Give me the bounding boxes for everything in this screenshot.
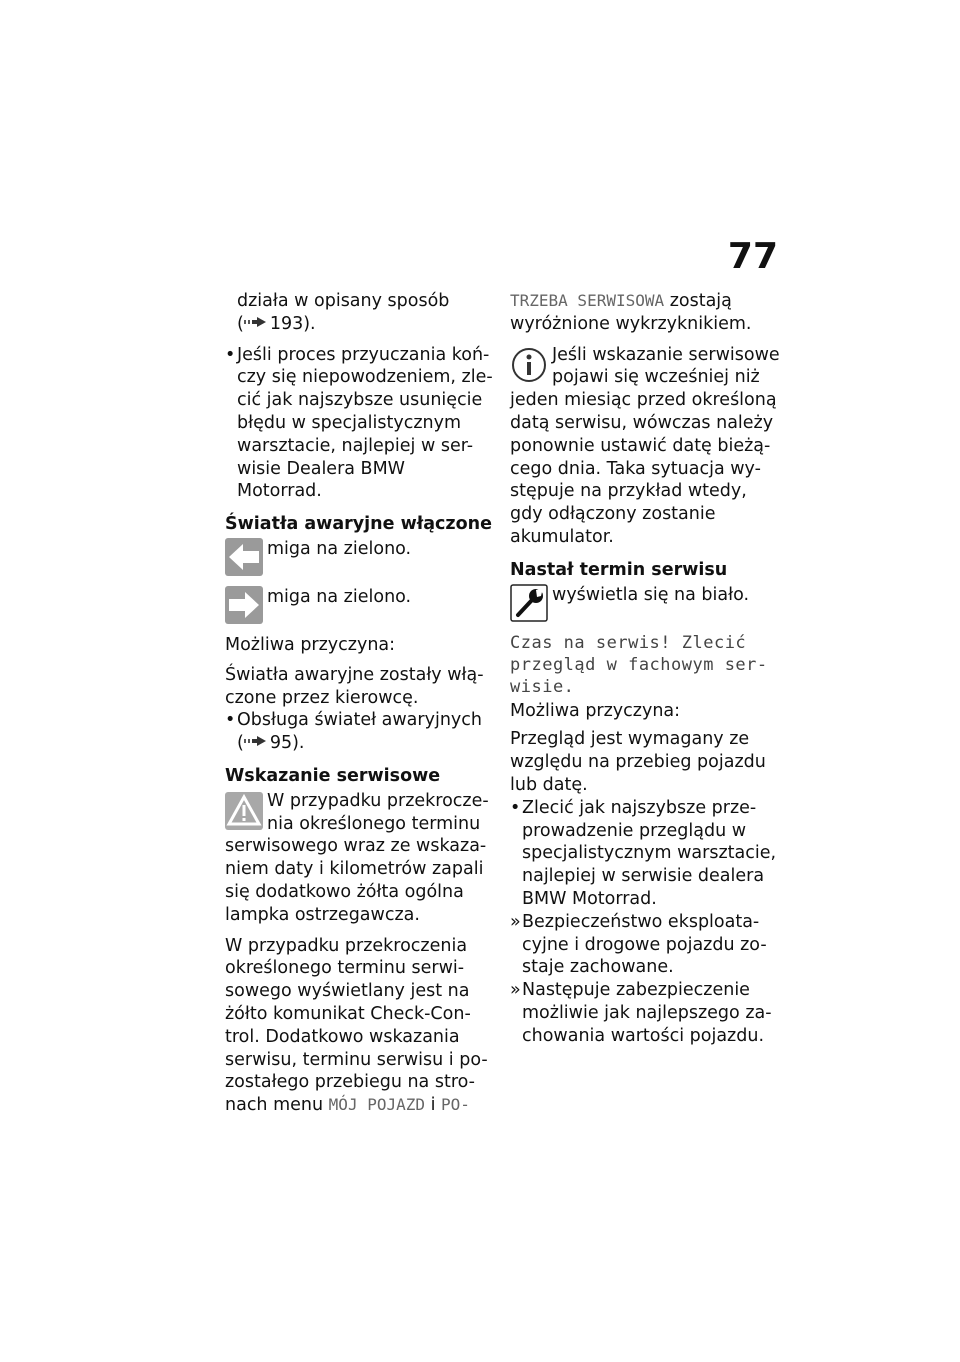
- section-heading-service: Wskazanie serwisowe: [225, 765, 441, 786]
- turn-left-text: miga na zielono.: [267, 538, 412, 559]
- section-heading-hazard-lights: Światła awaryjne włączone: [225, 514, 492, 535]
- left-column: [225, 290, 493, 1124]
- bullet-item: • Zlecić jak najszybsze prze-prowadzenie przeglądu w specjalistycznym warsztacie, najlepiej w serwisie dealera BMW Motorrad.: [510, 797, 782, 911]
- display-message: Czas na serwis! Zlecić przegląd w fachowym ser-wisie.: [510, 632, 768, 697]
- page-reference: ( 193).: [237, 313, 316, 334]
- menu-name: MÓJ POJAZD: [328, 1095, 425, 1115]
- menu-name: PO-: [441, 1095, 470, 1115]
- paragraph: [225, 935, 493, 1117]
- cause-label: Możliwa przyczyna:: [510, 700, 681, 721]
- bullet-item: • Obsługa świateł awaryjnych: [225, 709, 493, 732]
- info-icon: [510, 346, 548, 384]
- page-reference-arrow-icon: [244, 317, 266, 327]
- turn-signal-left-icon: [225, 538, 263, 576]
- turn-signal-right-icon: [225, 586, 263, 624]
- bullet-item: • Jeśli proces przyuczania koń-czy się niepowodzeniem, zle-cić jak najszybsze usunięcie błędu w specjalistycznym warsztacie, najlepiej w ser-wisie Dealera BMW Motorrad.: [225, 344, 493, 504]
- page-reference-number: 193).: [269, 313, 316, 334]
- warning-note: [225, 790, 493, 927]
- general-warning-icon: [225, 792, 263, 830]
- paragraph-text: zostają wyróżnione wykrzyknikiem.: [510, 291, 752, 334]
- section-heading-service-due: Nastał termin serwisu: [510, 559, 728, 580]
- menu-name: TRZEBA SERWISOWA: [510, 291, 665, 310]
- paragraph-text: W przypadku przekroczenia określonego terminu serwi-sowego wyświetlany jest na żółto komunikat Check-Con-trol. Dodatkowo wskazania serwisu, terminu serwisu i po-zostałego przebiegu na stro-nach menu: [225, 935, 488, 1116]
- wrench-text: wyświetla się na biało.: [552, 584, 750, 605]
- cause-label: Możliwa przyczyna:: [225, 634, 396, 655]
- paragraph: działa w opisany sposób: [237, 291, 450, 311]
- turn-left-row: [225, 538, 493, 576]
- conjunction: i: [430, 1095, 436, 1116]
- result-item: » Bezpieczeństwo eksploata-cyjne i drogowe pojazdu zo-staje zachowane.: [510, 911, 782, 979]
- wrench-service-icon: [510, 584, 548, 622]
- result-item: » Następuje zabezpieczenie możliwie jak najlepszego za-chowania wartości pojazdu.: [510, 979, 782, 1047]
- info-note: [510, 344, 782, 549]
- info-text: Jeśli wskazanie serwisowe pojawi się wcześniej niż jeden miesiąc przed określoną datą serwisu, wówczas należy ponownie ustawić datę bieżą-cego dnia. Taka sytuacja wy-stępuje na przykład wtedy, gdy odłączony zostanie akumulator.: [510, 344, 780, 547]
- turn-right-text: miga na zielono.: [267, 586, 412, 607]
- page-reference-arrow-icon: [244, 736, 266, 746]
- turn-right-row: [225, 586, 493, 624]
- wrench-row: [510, 584, 782, 622]
- paragraph: [510, 290, 782, 336]
- page-number: 77: [727, 236, 778, 277]
- page-reference-number: 95).: [269, 733, 305, 754]
- cause-text: Światła awaryjne zostały włą-czone przez kierowcę.: [225, 664, 484, 708]
- warning-text: W przypadku przekrocze-nia określonego terminu serwisowego wraz ze wskaza-niem daty i kilometrów zapali się dodatkowo żółta ogólna lampka ostrzegawcza.: [225, 790, 489, 925]
- right-column: [510, 290, 782, 1048]
- page-reference: ( 95).: [237, 733, 305, 754]
- cause-text: Przegląd jest wymagany ze względu na przebieg pojazdu lub datę.: [510, 729, 766, 795]
